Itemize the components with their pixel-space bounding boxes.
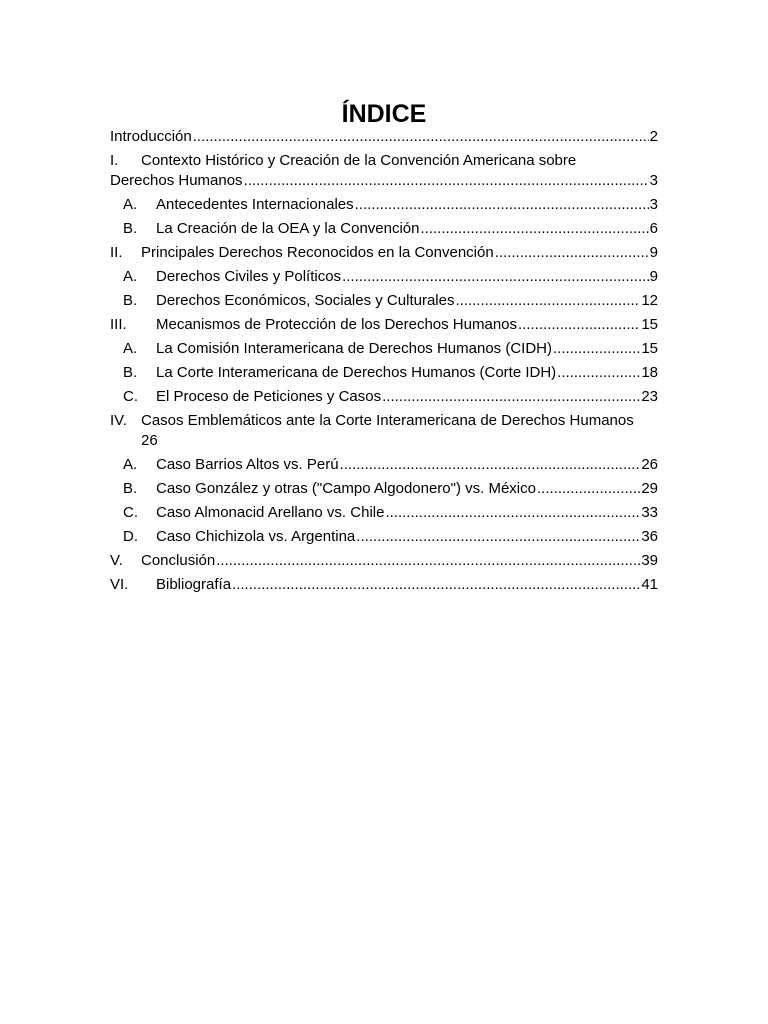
page-title: ÍNDICE [341, 100, 427, 128]
toc-entry-section-iv[interactable] [110, 411, 658, 451]
toc-entry-number: IV. [110, 412, 127, 429]
toc-entry-number: B. [123, 220, 138, 237]
toc-entry-number: C. [123, 388, 138, 405]
toc-entry-section-iii[interactable] [110, 315, 658, 335]
toc-entry-number: III. [110, 316, 127, 333]
dot-leader [355, 195, 649, 215]
dot-leader [382, 387, 640, 407]
toc-entry-title: Mecanismos de Protección de los Derechos Humanos [156, 316, 518, 333]
toc-entry-introduccion[interactable] [110, 127, 658, 147]
toc-entry-title: Conclusión [141, 552, 216, 569]
toc-entry-title: Caso González y otras ("Campo Algodonero") vs. México [156, 480, 536, 497]
toc-entry-number: VI. [110, 576, 129, 593]
toc-page-number: 29 [641, 480, 658, 497]
toc-entry-section-iv-b[interactable] [110, 479, 658, 499]
dot-leader [553, 339, 640, 359]
toc-entry-title: Antecedentes Internacionales [156, 196, 354, 213]
toc-page-number: 15 [641, 340, 658, 357]
toc-page-number: 39 [641, 552, 658, 569]
toc-entry-title: La Creación de la OEA y la Convención [156, 220, 420, 237]
toc-page-number: 2 [649, 128, 658, 145]
dot-leader [232, 575, 640, 595]
toc-entry-number: A. [123, 456, 138, 473]
toc-entry-section-ii-a[interactable] [110, 267, 658, 287]
dot-leader [244, 171, 649, 191]
toc-entry-title: Introducción [110, 128, 192, 145]
toc-entry-number: A. [123, 340, 138, 357]
dot-leader [495, 243, 649, 263]
toc-entry-number: V. [110, 552, 123, 569]
toc-entry-title: La Comisión Interamericana de Derechos Humanos (CIDH) [156, 340, 552, 357]
toc-entry-section-iii-a[interactable] [110, 339, 658, 359]
toc-entry-number: A. [123, 196, 138, 213]
toc-entry-number: I. [110, 152, 119, 169]
toc-entry-section-v[interactable] [110, 551, 658, 571]
toc-entry-number: A. [123, 268, 138, 285]
toc-entry-title-line1: Contexto Histórico y Creación de la Convención Americana sobre [141, 152, 577, 169]
dot-leader [385, 503, 640, 523]
toc-entry-title-line2: Derechos Humanos [110, 172, 243, 189]
toc-entry-section-iv-d[interactable] [110, 527, 658, 547]
toc-entry-section-i[interactable] [110, 151, 658, 191]
toc-entry-title: Bibliografía [156, 576, 232, 593]
toc-entry-number: B. [123, 292, 138, 309]
toc-entry-number: C. [123, 504, 138, 521]
toc-page-number: 3 [649, 172, 658, 189]
toc-page-number: 9 [649, 244, 658, 261]
toc-entry-title: El Proceso de Peticiones y Casos [156, 388, 382, 405]
toc-entry-title: Principales Derechos Reconocidos en la Convención [141, 244, 494, 261]
toc-entry-number: D. [123, 528, 138, 545]
dot-leader [342, 267, 649, 287]
toc-entry-title: Casos Emblemáticos ante la Corte Interamericana de Derechos Humanos [141, 412, 634, 429]
toc-page-number: 36 [641, 528, 658, 545]
toc-page-number: 26 [641, 456, 658, 473]
toc-page-number: 12 [641, 292, 658, 309]
toc-page-number: 18 [641, 364, 658, 381]
dot-leader [455, 291, 640, 311]
toc-entry-section-iii-c[interactable] [110, 387, 658, 407]
table-of-contents [110, 127, 658, 599]
toc-entry-section-iii-b[interactable] [110, 363, 658, 383]
toc-page-number: 15 [641, 316, 658, 333]
toc-page-number: 6 [649, 220, 658, 237]
toc-entry-title: Derechos Económicos, Sociales y Culturales [156, 292, 455, 309]
toc-page-number: 9 [649, 268, 658, 285]
dot-leader [340, 455, 641, 475]
toc-page-number: 3 [649, 196, 658, 213]
toc-entry-section-ii-b[interactable] [110, 291, 658, 311]
dot-leader [356, 527, 640, 547]
toc-page-number: 41 [641, 576, 658, 593]
toc-entry-title: Caso Barrios Altos vs. Perú [156, 456, 339, 473]
toc-entry-section-iv-a[interactable] [110, 455, 658, 475]
toc-entry-number: B. [123, 480, 138, 497]
toc-entry-title: Caso Chichizola vs. Argentina [156, 528, 356, 545]
toc-entry-number: II. [110, 244, 123, 261]
toc-entry-section-i-a[interactable] [110, 195, 658, 215]
toc-entry-number: B. [123, 364, 138, 381]
dot-leader [421, 219, 649, 239]
dot-leader [537, 479, 640, 499]
toc-page-number: 33 [641, 504, 658, 521]
toc-entry-section-i-b[interactable] [110, 219, 658, 239]
toc-entry-title: La Corte Interamericana de Derechos Humanos (Corte IDH) [156, 364, 557, 381]
toc-entry-title: Caso Almonacid Arellano vs. Chile [156, 504, 385, 521]
toc-page-number: 23 [641, 388, 658, 405]
dot-leader [518, 315, 640, 335]
toc-page-number: 26 [141, 432, 158, 449]
toc-entry-section-ii[interactable] [110, 243, 658, 263]
dot-leader [557, 363, 640, 383]
dot-leader [216, 551, 640, 571]
toc-entry-section-vi[interactable] [110, 575, 658, 595]
toc-entry-title: Derechos Civiles y Políticos [156, 268, 342, 285]
dot-leader [193, 127, 649, 147]
toc-entry-section-iv-c[interactable] [110, 503, 658, 523]
